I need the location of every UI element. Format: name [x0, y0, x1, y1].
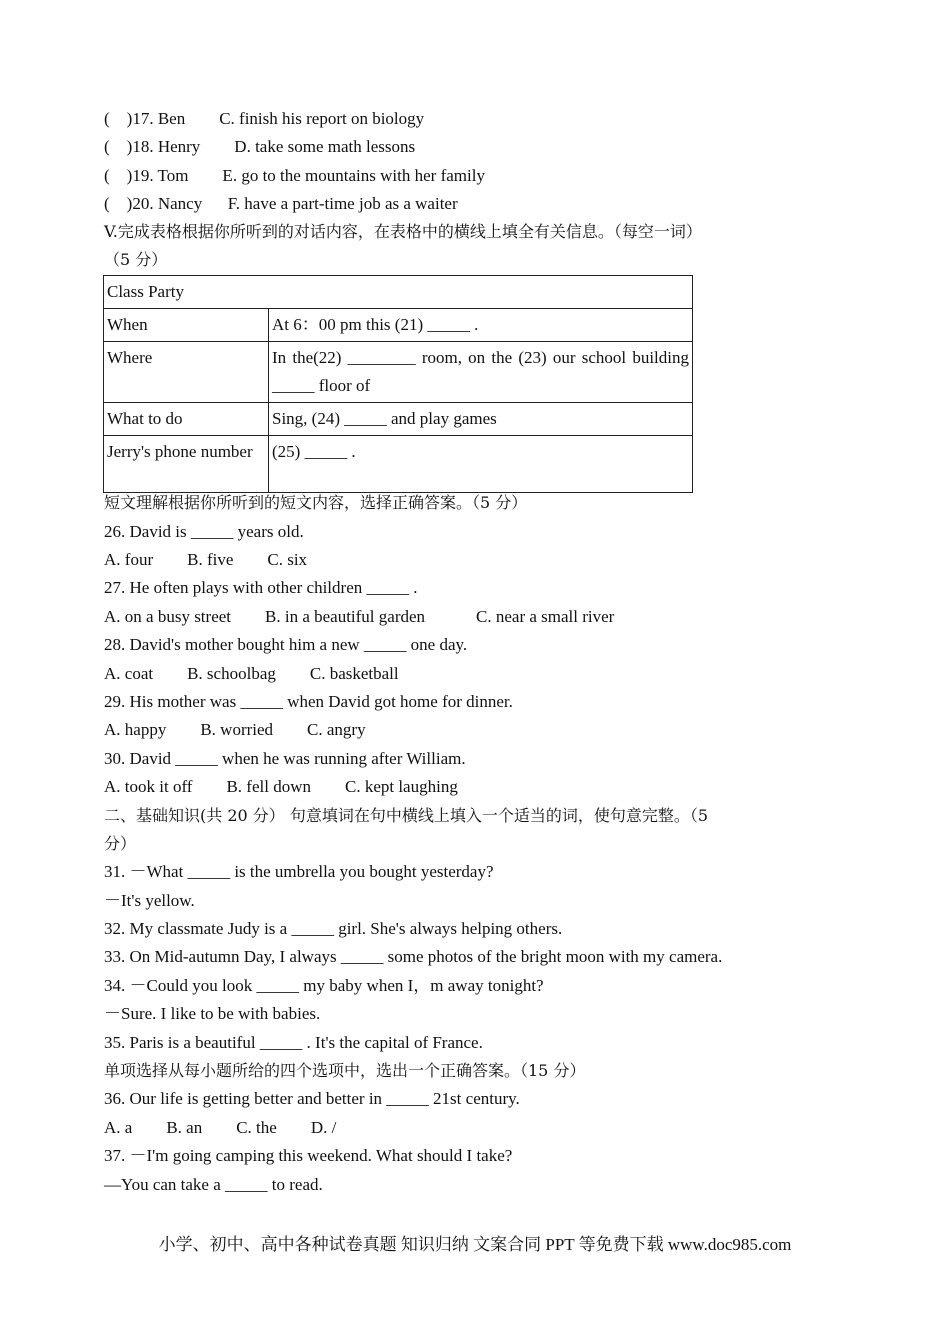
table-value-when: At 6：00 pm this (21) _____ .	[269, 309, 693, 342]
section-5-heading: V.完成表格根据你所听到的对话内容，在表格中的横线上填全有关信息。（每空一词）	[104, 222, 702, 241]
matching-item-17: ( )17. Ben C. finish his report on biology	[104, 109, 425, 128]
question-33: 33. On Mid-autumn Day, I always _____ some photos of the bright moon with my camera.	[104, 947, 723, 966]
table-title: Class Party	[104, 276, 693, 309]
options-28: A. coat B. schoolbag C. basketball	[104, 664, 399, 683]
question-37: 37. －I'm going camping this weekend. What should I take?	[104, 1146, 513, 1165]
page-footer: 小学、初中、高中各种试卷真题 知识归纳 文案合同 PPT 等免费下载 www.doc985.com	[158, 1235, 792, 1254]
table-row	[104, 309, 693, 342]
table-row	[104, 342, 693, 403]
question-30: 30. David _____ when he was running after William.	[104, 749, 466, 768]
options-26: A. four B. five C. six	[104, 550, 308, 569]
reading-heading: 短文理解根据你所听到的短文内容，选择正确答案。（5 分）	[104, 493, 528, 512]
matching-item-20: ( )20. Nancy F. have a part-time job as a waiter	[104, 194, 458, 213]
class-party-table	[103, 275, 693, 493]
where-value-text: In the(22) ________ room, on the (23) our school building _____ floor of	[272, 348, 689, 395]
options-30: A. took it off B. fell down C. kept laughing	[104, 777, 458, 796]
table-label-when: When	[104, 309, 269, 342]
part-2-heading: 二、基础知识(共 20 分） 句意填词在句中横线上填入一个适当的词，使句意完整。（5	[104, 806, 709, 825]
table-row	[104, 436, 693, 493]
question-29: 29. His mother was _____ when David got home for dinner.	[104, 692, 513, 711]
question-26: 26. David is _____ years old.	[104, 522, 304, 541]
answer-34: －Sure. I like to be with babies.	[104, 1004, 321, 1023]
question-35: 35. Paris is a beautiful _____ . It's the capital of France.	[104, 1033, 483, 1052]
table-label-what-to-do: What to do	[104, 403, 269, 436]
question-36: 36. Our life is getting better and better in _____ 21st century.	[104, 1089, 520, 1108]
question-28: 28. David's mother bought him a new _____ one day.	[104, 635, 468, 654]
answer-31: －It's yellow.	[104, 891, 195, 910]
options-29: A. happy B. worried C. angry	[104, 720, 366, 739]
matching-item-18: ( )18. Henry D. take some math lessons	[104, 137, 416, 156]
choice-heading: 单项选择从每小题所给的四个选项中，选出一个正确答案。（15 分）	[104, 1061, 586, 1080]
options-27: A. on a busy street B. in a beautiful garden C. near a small river	[104, 607, 615, 626]
table-row	[104, 403, 693, 436]
question-32: 32. My classmate Judy is a _____ girl. She's always helping others.	[104, 919, 563, 938]
question-27: 27. He often plays with other children _____ .	[104, 578, 418, 597]
question-34: 34. －Could you look _____ my baby when I，m away tonight?	[104, 976, 544, 995]
table-label-where: Where	[104, 342, 269, 403]
answer-37: —You can take a _____ to read.	[104, 1175, 323, 1194]
question-31: 31. －What _____ is the umbrella you bought yesterday?	[104, 862, 494, 881]
table-value-phone: (25) _____ .	[269, 436, 693, 493]
options-36: A. a B. an C. the D. /	[104, 1118, 337, 1137]
table-label-phone	[104, 436, 269, 493]
section-5-points: （5 分）	[104, 250, 168, 269]
part-2-heading-cont: 分）	[104, 834, 137, 853]
phone-label-text: Jerry's phone number	[107, 442, 253, 461]
table-value-where	[269, 342, 693, 403]
matching-item-19: ( )19. Tom E. go to the mountains with her family	[104, 166, 485, 185]
table-value-what-to-do: Sing, (24) _____ and play games	[269, 403, 693, 436]
